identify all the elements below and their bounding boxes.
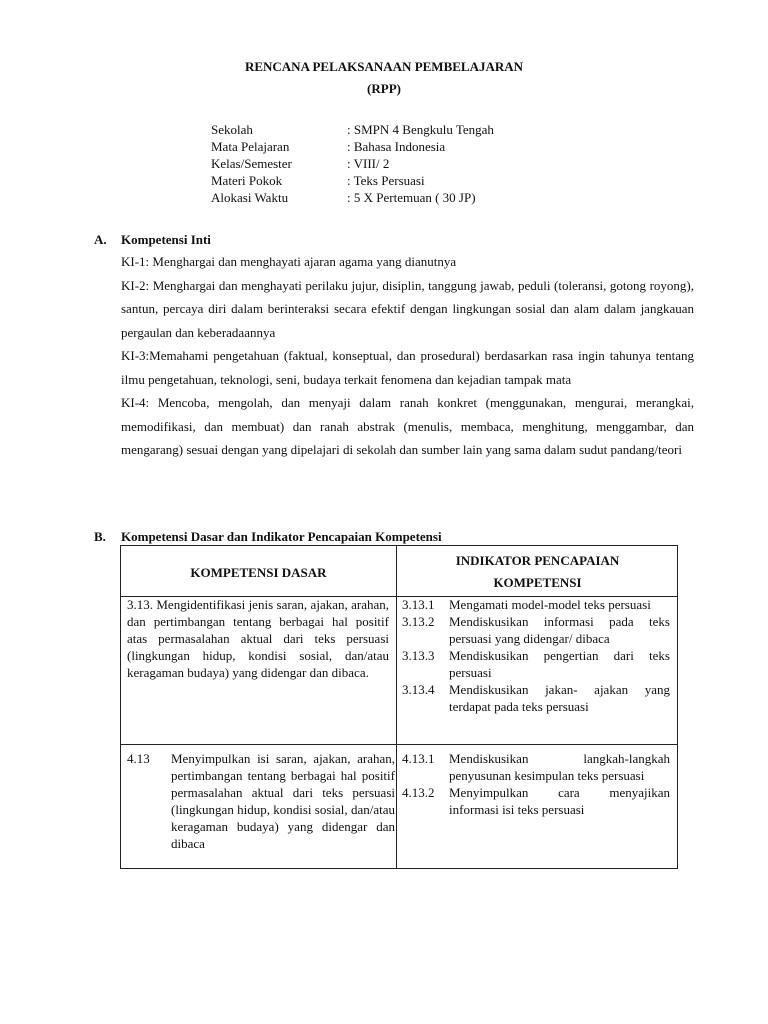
section-a-title: Kompetensi Inti bbox=[121, 232, 211, 247]
ki-1: KI-1: Menghargai dan menghayati ajaran agama yang dianutnya bbox=[121, 254, 457, 269]
indicator-number: 3.13.4 bbox=[402, 682, 435, 697]
indicator-text: Mendiskusikan jakan- ajakan yang terdapat pada teks persuasi bbox=[449, 682, 670, 714]
header-indikator-line1: INDIKATOR PENCAPAIAN bbox=[455, 553, 620, 568]
indicator-3-13-3 bbox=[402, 647, 670, 681]
header-indikator bbox=[397, 550, 678, 594]
indicator-number: 3.13.1 bbox=[402, 597, 435, 612]
info-label-sekolah: Sekolah bbox=[211, 122, 253, 137]
kd-number: 4.13 bbox=[127, 751, 150, 766]
indicator-number: 4.13.1 bbox=[402, 751, 435, 766]
info-value-materi-pokok: : Teks Persuasi bbox=[347, 173, 425, 188]
info-label-materi-pokok: Materi Pokok bbox=[211, 173, 283, 188]
ki-4: KI-4: Mencoba, mengolah, dan menyaji dalam ranah konkret (menggunakan, mengurai, merangkai, memodifikasi, dan membuat) dan ranah abstrak (menulis, membaca, menghitung, menggambar, dan mengarang) sesuai dengan yang dipelajari di sekolah dan sumber lain yang sama dalam sudut pandang/teori bbox=[121, 395, 694, 457]
table-row-divider bbox=[121, 744, 677, 745]
info-value-alokasi-waktu: : 5 X Pertemuan ( 30 JP) bbox=[347, 190, 476, 205]
table-row-2-kd bbox=[127, 750, 395, 852]
document-subtitle: (RPP) bbox=[367, 81, 401, 96]
info-label-kelas-semester: Kelas/Semester bbox=[211, 156, 292, 171]
competency-table bbox=[120, 545, 678, 869]
info-value-kelas-semester: : VIII/ 2 bbox=[347, 156, 390, 171]
kd-text: Menyimpulkan isi saran, ajakan, arahan, pertimbangan tentang berbagai hal positif permasalahan aktual dari teks persuasi (lingkungan hidup, kondisi sosial, dan/atau keragaman budaya) yang didengar dan dibaca bbox=[171, 751, 395, 851]
indicator-text: Mendiskusikan pengertian dari teks persuasi bbox=[449, 648, 670, 680]
info-label-mata-pelajaran: Mata Pelajaran bbox=[211, 139, 290, 154]
indicator-text: Mendiskusikan langkah-langkah penyusunan kesimpulan teks persuasi bbox=[449, 751, 670, 783]
info-label-alokasi-waktu: Alokasi Waktu bbox=[211, 190, 289, 205]
indicator-3-13-2 bbox=[402, 613, 670, 647]
section-b-title: Kompetensi Dasar dan Indikator Pencapaian Kompetensi bbox=[121, 529, 442, 544]
info-value-mata-pelajaran: : Bahasa Indonesia bbox=[347, 139, 446, 154]
indicator-3-13-1 bbox=[402, 596, 670, 613]
header-indikator-line2: KOMPETENSI bbox=[493, 575, 582, 590]
table-row-1-indicators bbox=[402, 596, 670, 715]
indicator-3-13-4 bbox=[402, 681, 670, 715]
indicator-4-13-1 bbox=[402, 750, 670, 784]
ki-2: KI-2: Menghargai dan menghayati perilaku jujur, disiplin, tanggung jawab, peduli (toleransi, gotong royong), santun, percaya diri dalam berinteraksi secara efektif dengan lingkungan sosial dan alam dalam jangkauan pergaulan dan keberadaannya bbox=[121, 277, 694, 340]
table-row-1-kd: 3.13. Mengidentifikasi jenis saran, ajakan, arahan, dan pertimbangan tentang berbagai hal positif atas permasalahan aktual dari teks persuasi (lingkungan hidup, kondisi sosial, dan/atau keragaman budaya) yang didengar dan dibaca. bbox=[127, 597, 389, 680]
table-row-2-indicators bbox=[402, 750, 670, 818]
indicator-4-13-2 bbox=[402, 784, 670, 818]
indicator-text: Mengamati model-model teks persuasi bbox=[449, 597, 651, 612]
table-column-divider bbox=[396, 546, 397, 868]
indicator-text: Mendiskusikan informasi pada teks persuasi yang didengar/ dibaca bbox=[449, 614, 670, 646]
indicator-text: Menyimpulkan cara menyajikan informasi isi teks persuasi bbox=[449, 785, 670, 817]
indicator-number: 4.13.2 bbox=[402, 785, 435, 800]
info-value-sekolah: : SMPN 4 Bengkulu Tengah bbox=[347, 122, 494, 137]
document-title: RENCANA PELAKSANAAN PEMBELAJARAN bbox=[244, 59, 524, 74]
section-a-body bbox=[121, 250, 694, 462]
indicator-number: 3.13.3 bbox=[402, 648, 435, 663]
section-a-marker: A. bbox=[94, 232, 107, 247]
indicator-number: 3.13.2 bbox=[402, 614, 435, 629]
header-kompetensi-dasar: KOMPETENSI DASAR bbox=[190, 565, 327, 580]
ki-3: KI-3:Memahami pengetahuan (faktual, konseptual, dan prosedural) berdasarkan rasa ingin tahunya tentang ilmu pengetahuan, teknologi, seni, budaya terkait fenomena dan kejadian tampak mata bbox=[121, 348, 694, 387]
section-b-marker: B. bbox=[94, 529, 106, 544]
